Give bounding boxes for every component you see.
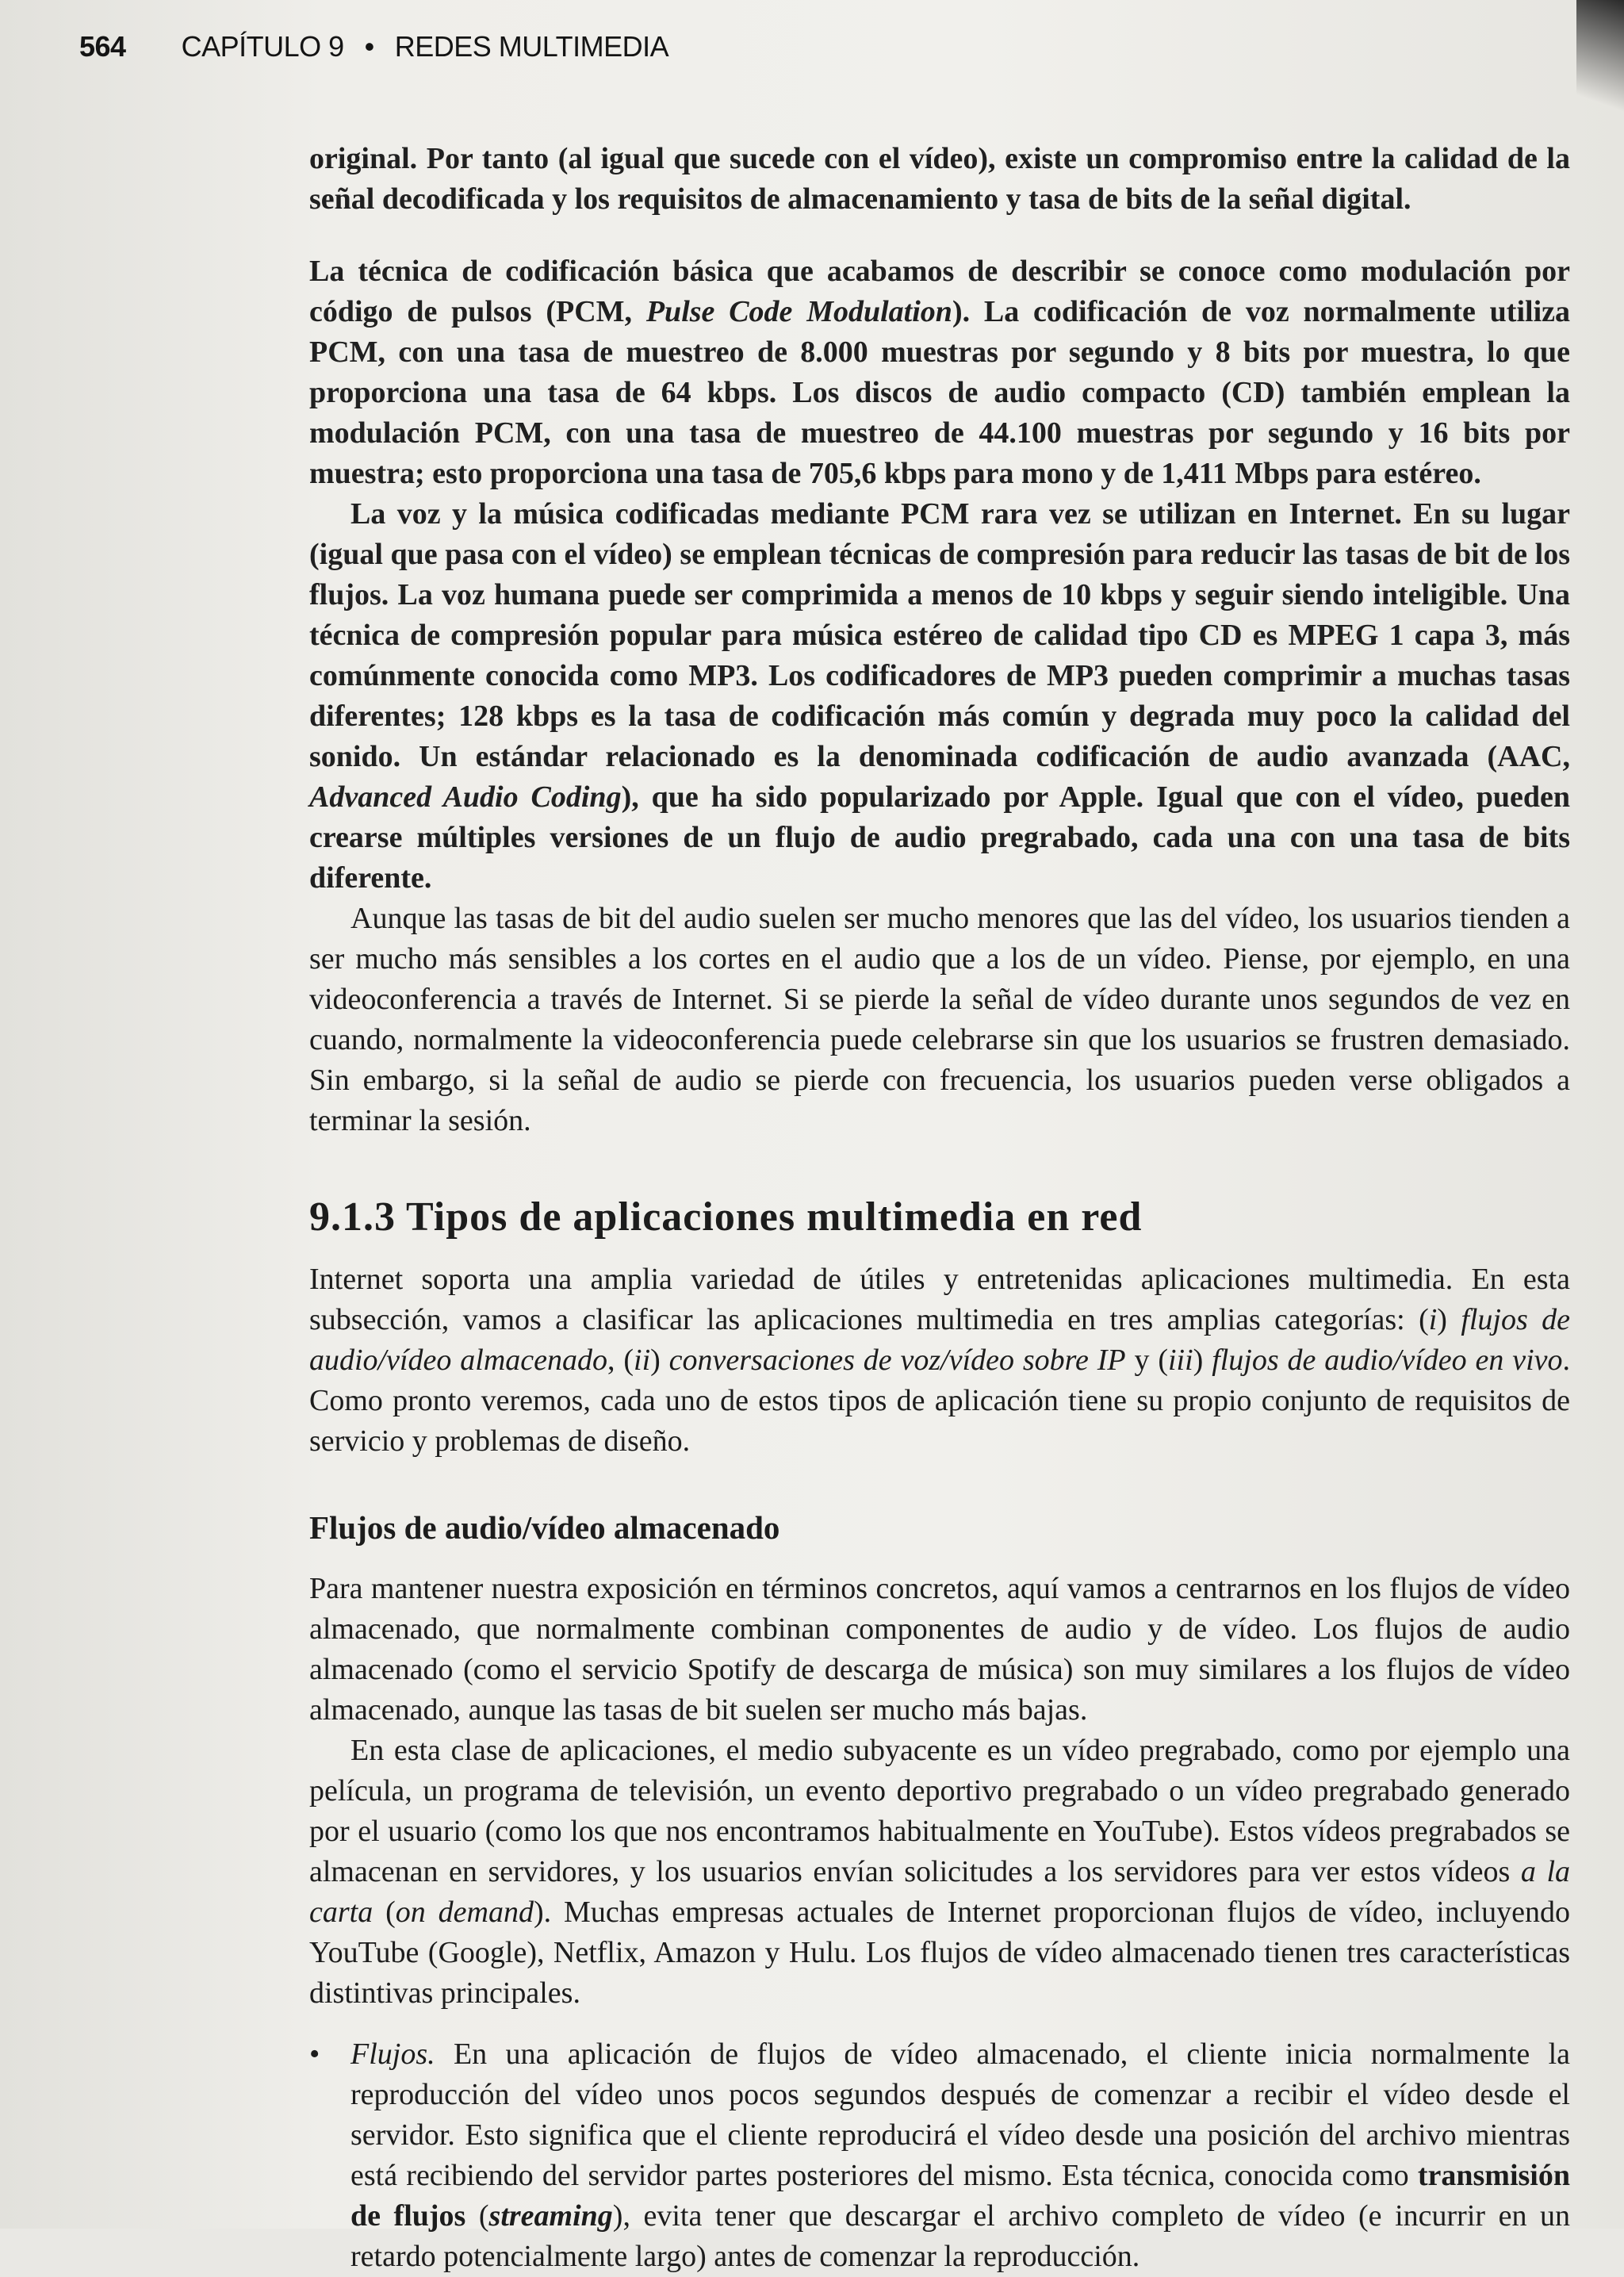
chapter-title: REDES MULTIMEDIA — [394, 30, 669, 63]
page-number: 564 — [79, 30, 126, 63]
paragraph-pcm: La técnica de codificación básica que acabamos de describir se conoce como modulación por código de pulsos (PCM, Pulse Code Modulation). La codificación de voz normalmente utiliza PCM, con una tasa de muestreo de 8.000 muestras por segundo y 8 bits por muestra, lo que proporciona una tasa de 64 kbps. Los discos de audio compacto (CD) también emplean la modulación PCM, con una tasa de muestreo de 44.100 muestras por segundo y 16 bits por muestra; esto proporciona una tasa de 705,6 kbps para mono y de 1,411 Mbps para estéreo. — [309, 255, 1570, 490]
section-heading: 9.1.3 Tipos de aplicaciones multimedia en red — [309, 1194, 1143, 1240]
bullet-marker: • — [309, 2037, 320, 2071]
paragraph-on-demand: En esta clase de aplicaciones, el medio subyacente es un vídeo pregrabado, como por ejemplo una película, un programa de televisión, un evento deportivo pregrabado o un vídeo pregrabado generado por el usuario (como los que nos encontramos habitualmente en YouTube). Estos vídeos pregrabados se almacenan en servidores, y los usuarios envían solicitudes a los servidores para ver estos vídeos a la carta (on demand). Muchas empresas actuales de Internet proporcionan flujos de vídeo, incluyendo YouTube (Google), Netflix, Amazon y Hulu. Los flujos de vídeo almacenado tienen tres características distintivas principales. — [309, 1734, 1571, 2010]
list-item: • Flujos. En una aplicación de flujos de vídeo almacenado, el cliente inicia normalmente la reproducción del vídeo unos pocos segundos después de comenzar a recibir el vídeo desde el servidor. Esto significa que el cliente reproducirá el vídeo desde una posición del archivo mientras está recibiendo del servidor partes posteriores del mismo. Esta técnica, conocida como transmisión de flujos (streaming), evita tener que descargar el archivo completo de vídeo (e incurrir en un retardo potencialmente largo) antes de comenzar la reproducción. — [309, 2034, 1570, 2277]
bullet-list — [309, 2034, 1570, 2277]
page-body — [309, 139, 1570, 2277]
paragraph-audio-sensitivity: Aunque las tasas de bit del audio suelen ser mucho menores que las del vídeo, los usuarios tienden a ser mucho más sensibles a los cortes en el audio que a los de un vídeo. Piense, por ejemplo, en una videoconferencia a través de Internet. Si se pierde la señal de vídeo durante unos segundos de vez en cuando, normalmente la videoconferencia puede celebrarse sin que los usuarios se frustren demasiado. Sin embargo, si la señal de audio se pierde con frecuencia, los usuarios pueden verse obligados a terminar la sesión. — [309, 902, 1570, 1137]
paragraph-continuation: original. Por tanto (al igual que sucede con el vídeo), existe un compromiso entre la calidad de la señal decodificada y los requisitos de almacenamiento y tasa de bits de la señal digital. — [309, 142, 1570, 216]
paragraph-section-intro: Internet soporta una amplia variedad de útiles y entretenidas aplicaciones multimedia. En esta subsección, vamos a clasificar las aplicaciones multimedia en tres amplias categorías: (i) flujos de audio/vídeo almacenado, (ii) conversaciones de voz/vídeo sobre IP y (iii) flujos de audio/vídeo en vivo. Como pronto veremos, cada uno de estos tipos de aplicación tiene su propio conjunto de requisitos de servicio y problemas de diseño. — [309, 1263, 1571, 1458]
paragraph-compression: La voz y la música codificadas mediante PCM rara vez se utilizan en Internet. En su lugar (igual que pasa con el vídeo) se emplean técnicas de compresión para reducir las tasas de bit de los flujos. La voz humana puede ser comprimida a menos de 10 kbps y seguir siendo inteligible. Una técnica de compresión popular para música estéreo de calidad tipo CD es MPEG 1 capa 3, más comúnmente conocida como MP3. Los codificadores de MP3 pueden comprimir a muchas tasas diferentes; 128 kbps es la tasa de codificación más común y degrada muy poco la calidad del sonido. Un estándar relacionado es la denominada codificación de audio avanzada (AAC, Advanced Audio Coding), que ha sido popularizado por Apple. Igual que con el vídeo, pueden crearse múltiples versiones de un flujo de audio pregrabado, cada una con una tasa de bits diferente. — [309, 497, 1571, 895]
running-header — [79, 30, 668, 63]
paragraph-stored-video: Para mantener nuestra exposición en términos concretos, aquí vamos a centrarnos en los flujos de vídeo almacenado, que normalmente combinan componentes de audio y de vídeo. Los flujos de audio almacenado (como el servicio Spotify de descarga de música) son muy similares a los flujos de vídeo almacenado, aunque las tasas de bit suelen ser mucho más bajas. — [309, 1572, 1570, 1727]
header-separator: • — [364, 30, 374, 63]
subsection-heading: Flujos de audio/vídeo almacenado — [309, 1509, 780, 1546]
chapter-label: CAPÍTULO 9 — [181, 30, 344, 63]
